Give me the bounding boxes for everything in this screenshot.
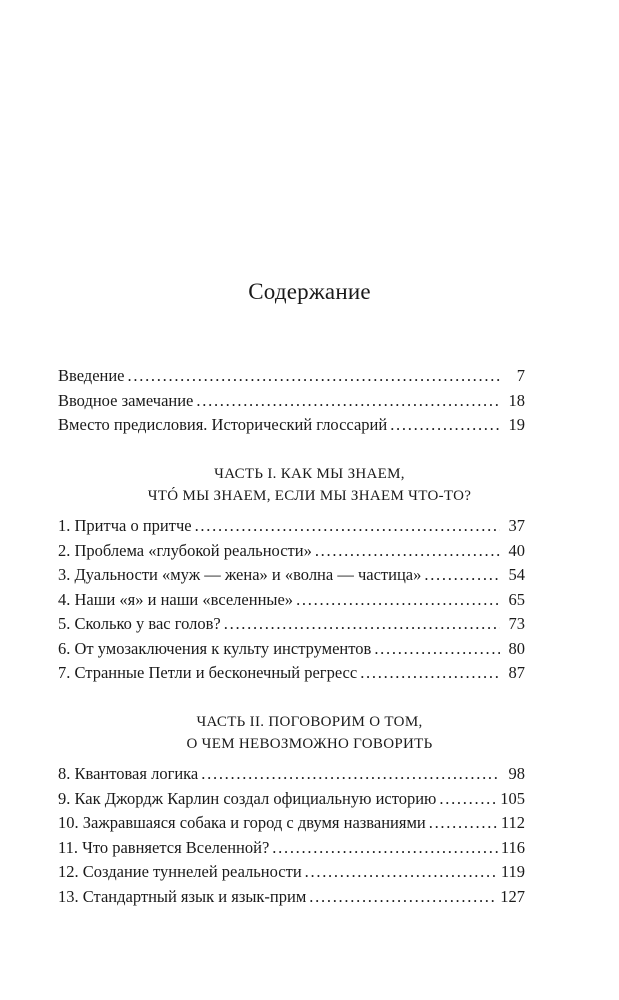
toc-entry-label: Введение (58, 366, 125, 385)
toc-entry-page: 105 (500, 788, 525, 808)
toc-entry (58, 415, 525, 440)
part-heading-line: ЧАСТЬ II. ПОГОВОРИМ О ТОМ, (196, 714, 423, 730)
toc-entry-label: 10. Зажравшаяся собака и город с двумя названиями (58, 813, 426, 832)
toc-entry-page: 98 (508, 764, 525, 783)
toc-entry (58, 565, 525, 590)
toc-entry (58, 541, 525, 566)
toc-entry (58, 813, 525, 838)
part-heading (0, 711, 619, 755)
toc-leader-dots (315, 541, 500, 561)
toc-entry-page: 65 (508, 589, 525, 609)
toc-entry (58, 590, 525, 615)
toc-entry-label: 5. Сколько у вас голов? (58, 614, 221, 633)
toc-leader-dots (390, 415, 500, 435)
toc-leader-dots (224, 614, 500, 634)
toc-entry-label: 4. Наши «я» и наши «вселенные» (58, 589, 294, 609)
toc-leader-dots (128, 366, 500, 386)
toc-leader-dots (195, 516, 500, 536)
toc-entry (58, 516, 525, 541)
toc-leader-dots (272, 838, 498, 858)
toc-entry (58, 887, 525, 912)
toc-entry-label: 3. Дуальности «муж — жена» и «волна — частица» (58, 565, 422, 584)
toc-entry-page: 87 (508, 663, 525, 682)
toc-entry-label: 11. Что равняется Вселенной? (58, 837, 270, 857)
part-heading-line: ЧАСТЬ I. КАК МЫ ЗНАЕМ, (214, 466, 405, 482)
toc-entry-label: 1. Притча о притче (58, 516, 192, 535)
toc-entry-page: 18 (508, 390, 525, 410)
toc-leader-dots (196, 391, 500, 411)
part-heading-line: ЧТÓ МЫ ЗНАЕМ, ЕСЛИ МЫ ЗНАЕМ ЧТО-ТО? (147, 488, 472, 504)
toc-entry-label: Вместо предисловия. Исторический глоссарий (58, 415, 388, 434)
toc-leader-dots (424, 565, 500, 585)
toc-entry (58, 862, 525, 887)
toc-entry-label: 8. Квантовая логика (58, 764, 199, 783)
toc-entry-label: 13. Стандартный язык и язык-прим (58, 886, 307, 906)
toc-entry (58, 764, 525, 789)
toc-leader-dots (296, 590, 500, 610)
toc-entry-label: 6. От умозаключения к культу инструментов (58, 638, 372, 658)
toc-entry-page: 54 (508, 565, 525, 584)
toc-entry (58, 366, 525, 391)
toc-entry (58, 391, 525, 416)
toc-entry (58, 663, 525, 688)
toc-entry-label: 9. Как Джордж Карлин создал официальную историю (58, 788, 437, 808)
toc-entry-label: 2. Проблема «глубокой реальности» (58, 540, 312, 560)
toc-leader-dots (309, 887, 497, 907)
page-title: Содержание (248, 279, 371, 304)
toc-entry-page: 7 (516, 366, 525, 385)
part-heading-line: О ЧЕМ НЕВОЗМОЖНО ГОВОРИТЬ (186, 736, 433, 752)
toc-entry (58, 614, 525, 639)
toc-leader-dots (439, 789, 497, 809)
toc-entry-page: 40 (508, 540, 525, 560)
toc-entry-page: 37 (508, 516, 525, 535)
toc-front-section (58, 366, 525, 440)
toc-entry-page: 127 (500, 886, 525, 906)
toc-part1-section (58, 516, 525, 688)
toc-entry-label: 12. Создание туннелей реальности (58, 862, 302, 881)
toc-entry-label: 7. Странные Петли и бесконечный регресс (58, 663, 358, 682)
toc-entry-page: 116 (500, 837, 525, 857)
toc-entry (58, 838, 525, 863)
part-heading (0, 463, 619, 507)
toc-part2-section (58, 764, 525, 911)
toc-leader-dots (201, 764, 500, 784)
toc-entry-page: 119 (500, 862, 525, 881)
toc-entry (58, 789, 525, 814)
toc-leader-dots (305, 862, 498, 882)
toc-entry-page: 112 (500, 813, 525, 832)
toc-leader-dots (374, 639, 500, 659)
toc-entry-label: Вводное замечание (58, 390, 194, 410)
toc-entry (58, 639, 525, 664)
toc-entry-page: 80 (508, 638, 525, 658)
toc-entry-page: 73 (508, 614, 525, 633)
toc-entry-page: 19 (508, 415, 525, 434)
toc-leader-dots (429, 813, 498, 833)
toc-leader-dots (360, 663, 500, 683)
